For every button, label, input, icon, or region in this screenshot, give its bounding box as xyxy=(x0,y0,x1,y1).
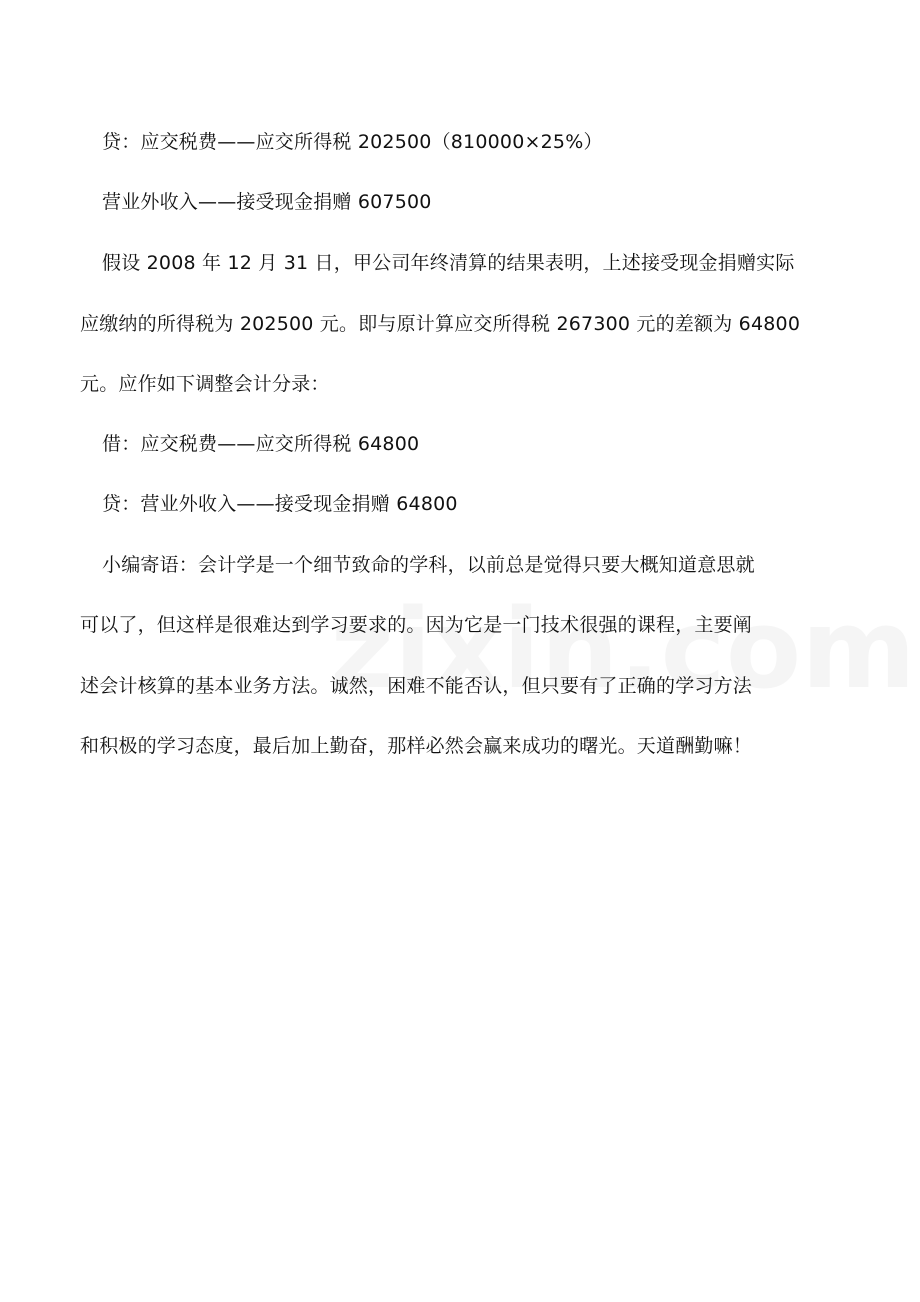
journal-entry-nonoperating-income: 营业外收入——接受现金捐赠 607500 xyxy=(102,191,432,213)
paragraph-line: 假设 2008 年 12 月 31 日，甲公司年终清算的结果表明，上述接受现金捐赠实际 xyxy=(102,252,795,274)
journal-entry-debit: 借：应交税费——应交所得税 64800 xyxy=(102,433,420,455)
paragraph-line: 应缴纳的所得税为 202500 元。即与原计算应交所得税 267300 元的差额为 64800 xyxy=(80,313,801,335)
editor-note-line: 可以了，但这样是很难达到学习要求的。因为它是一门技术很强的课程，主要阐 xyxy=(80,614,753,636)
editor-note-line: 和积极的学习态度，最后加上勤奋，那样必然会赢来成功的曙光。天道酬勤嘛！ xyxy=(80,735,753,757)
journal-entry-credit: 贷：营业外收入——接受现金捐赠 64800 xyxy=(102,493,458,515)
paragraph-line: 元。应作如下调整会计分录： xyxy=(80,373,330,395)
journal-entry-credit-tax: 贷：应交税费——应交所得税 202500（810000×25%） xyxy=(102,131,603,153)
editor-note-line: 小编寄语：会计学是一个细节致命的学科，以前总是觉得只要大概知道意思就 xyxy=(102,554,755,576)
editor-note-line: 述会计核算的基本业务方法。诚然，困难不能否认，但只要有了正确的学习方法 xyxy=(80,675,753,697)
